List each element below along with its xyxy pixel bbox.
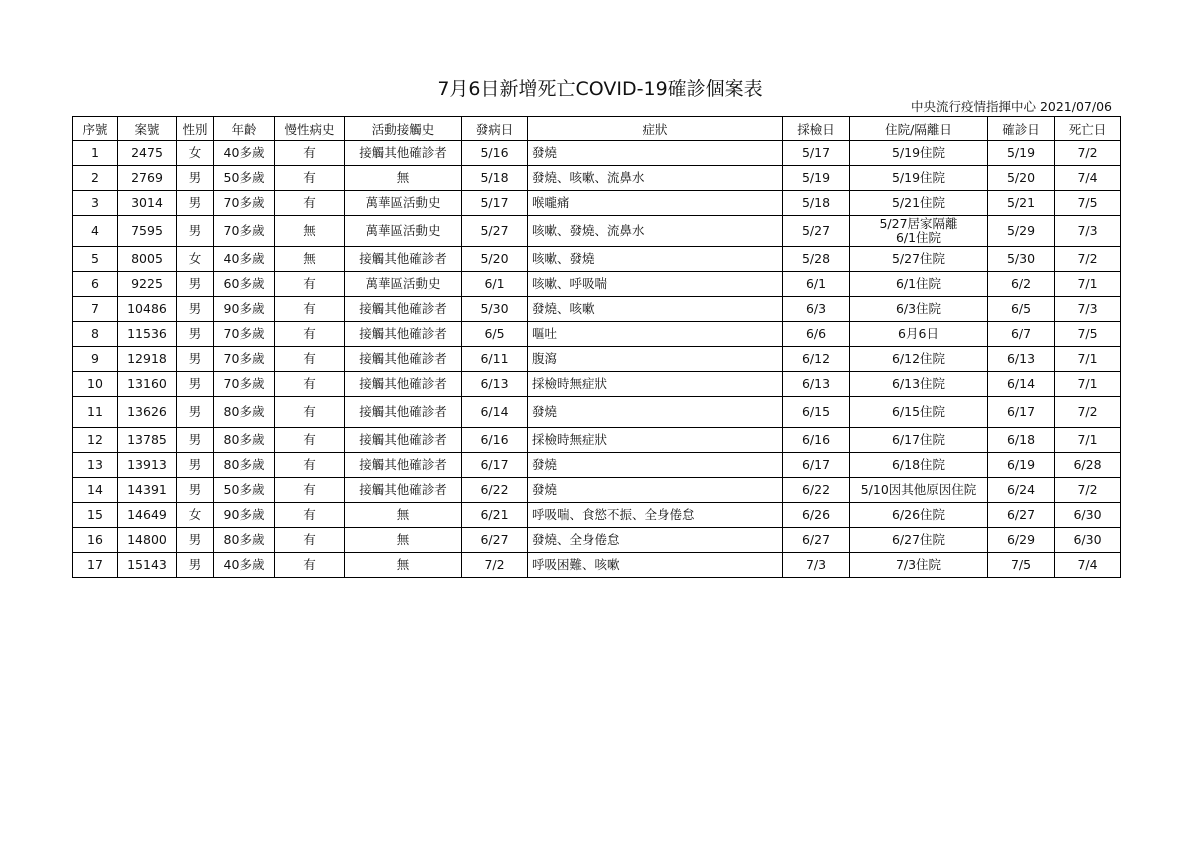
cell-hospital: 6/26住院 [850,503,988,528]
cell-confirmed: 7/5 [988,553,1055,578]
cell-confirmed: 6/17 [988,397,1055,428]
cell-sampling: 6/13 [783,372,850,397]
cell-symptoms: 咳嗽、發燒 [528,247,783,272]
cell-confirmed: 6/2 [988,272,1055,297]
cell-contact: 萬華區活動史 [345,272,462,297]
cell-age: 70多歲 [214,191,275,216]
cell-seq: 5 [73,247,118,272]
cell-symptoms: 發燒、咳嗽 [528,297,783,322]
cell-symptoms: 發燒 [528,478,783,503]
cell-hospital: 6/17住院 [850,428,988,453]
cell-sampling: 6/12 [783,347,850,372]
cell-sex: 男 [177,297,214,322]
cell-sex: 男 [177,528,214,553]
cell-contact: 接觸其他確診者 [345,297,462,322]
table-row [73,397,1121,428]
cell-sampling: 6/26 [783,503,850,528]
cell-death: 7/2 [1055,397,1121,428]
cell-symptoms: 喉嚨痛 [528,191,783,216]
cell-chronic: 有 [275,503,345,528]
cell-age: 50多歲 [214,166,275,191]
cell-contact: 無 [345,528,462,553]
cell-sex: 男 [177,216,214,247]
cell-death: 7/2 [1055,141,1121,166]
cell-chronic: 有 [275,553,345,578]
cell-case-no: 2769 [118,166,177,191]
cell-onset: 6/16 [462,428,528,453]
cell-confirmed: 5/30 [988,247,1055,272]
document-title: 7月6日新增死亡COVID-19確診個案表 [437,78,763,100]
cell-chronic: 有 [275,166,345,191]
cell-hospital: 5/19住院 [850,166,988,191]
cell-sex: 女 [177,141,214,166]
cell-hospital: 5/21住院 [850,191,988,216]
col-header-hospital: 住院/隔離日 [850,117,988,141]
table-row [73,322,1121,347]
cell-sex: 男 [177,191,214,216]
cell-sex: 男 [177,397,214,428]
cell-case-no: 14649 [118,503,177,528]
cell-death: 7/1 [1055,372,1121,397]
col-header-seq: 序號 [73,117,118,141]
cell-seq: 1 [73,141,118,166]
cell-case-no: 14391 [118,478,177,503]
table-row [73,372,1121,397]
cell-chronic: 有 [275,372,345,397]
cell-symptoms: 呼吸喘、食慾不振、全身倦怠 [528,503,783,528]
cell-confirmed: 5/29 [988,216,1055,247]
cell-case-no: 15143 [118,553,177,578]
table-row [73,297,1121,322]
cell-chronic: 有 [275,272,345,297]
cell-case-no: 12918 [118,347,177,372]
cell-hospital: 5/19住院 [850,141,988,166]
cell-seq: 4 [73,216,118,247]
cell-case-no: 8005 [118,247,177,272]
cell-seq: 6 [73,272,118,297]
cell-confirmed: 6/24 [988,478,1055,503]
col-header-chronic: 慢性病史 [275,117,345,141]
cell-onset: 6/13 [462,372,528,397]
cell-death: 7/3 [1055,297,1121,322]
cell-death: 7/5 [1055,322,1121,347]
cell-seq: 13 [73,453,118,478]
cell-sex: 女 [177,503,214,528]
cell-contact: 接觸其他確診者 [345,478,462,503]
cell-seq: 16 [73,528,118,553]
cell-sampling: 6/27 [783,528,850,553]
cell-hospital: 6/3住院 [850,297,988,322]
cell-contact: 無 [345,553,462,578]
cell-seq: 3 [73,191,118,216]
cell-hospital: 6/27住院 [850,528,988,553]
cell-onset: 6/17 [462,453,528,478]
cell-age: 70多歲 [214,347,275,372]
cell-onset: 5/20 [462,247,528,272]
cell-hospital: 5/10因其他原因住院 [850,478,988,503]
cell-death: 7/1 [1055,347,1121,372]
cell-hospital: 6月6日 [850,322,988,347]
cell-sex: 男 [177,428,214,453]
cell-chronic: 有 [275,528,345,553]
cell-symptoms: 咳嗽、發燒、流鼻水 [528,216,783,247]
cell-symptoms: 發燒、全身倦怠 [528,528,783,553]
cell-onset: 5/30 [462,297,528,322]
cell-case-no: 14800 [118,528,177,553]
cell-sampling: 6/6 [783,322,850,347]
cell-case-no: 13913 [118,453,177,478]
cell-symptoms: 發燒 [528,453,783,478]
cell-sex: 男 [177,453,214,478]
cell-death: 7/2 [1055,478,1121,503]
cell-onset: 6/27 [462,528,528,553]
cell-contact: 接觸其他確診者 [345,322,462,347]
cell-chronic: 有 [275,478,345,503]
cell-onset: 5/27 [462,216,528,247]
cell-hospital: 6/15住院 [850,397,988,428]
cell-seq: 14 [73,478,118,503]
cell-onset: 6/5 [462,322,528,347]
cell-confirmed: 6/29 [988,528,1055,553]
cell-symptoms: 發燒 [528,397,783,428]
cell-chronic: 有 [275,191,345,216]
cell-confirmed: 5/20 [988,166,1055,191]
cell-sex: 男 [177,372,214,397]
cell-sex: 男 [177,553,214,578]
cell-chronic: 有 [275,322,345,347]
cell-age: 70多歲 [214,322,275,347]
col-header-sampling: 採檢日 [783,117,850,141]
cell-case-no: 13785 [118,428,177,453]
cell-case-no: 2475 [118,141,177,166]
cell-chronic: 有 [275,428,345,453]
cell-seq: 12 [73,428,118,453]
cell-death: 7/5 [1055,191,1121,216]
source-and-date: 中央流行疫情指揮中心 2021/07/06 [910,99,1112,114]
cell-sampling: 6/3 [783,297,850,322]
cell-onset: 5/18 [462,166,528,191]
cell-case-no: 13626 [118,397,177,428]
table-row [73,503,1121,528]
cell-contact: 接觸其他確診者 [345,347,462,372]
cell-onset: 5/16 [462,141,528,166]
cell-contact: 接觸其他確診者 [345,397,462,428]
cell-contact: 接觸其他確診者 [345,453,462,478]
table-row [73,166,1121,191]
cell-death: 7/4 [1055,553,1121,578]
cell-sampling: 5/28 [783,247,850,272]
table-body [73,141,1121,578]
cell-death: 6/28 [1055,453,1121,478]
cell-seq: 7 [73,297,118,322]
cell-sampling: 6/16 [783,428,850,453]
cell-hospital: 6/12住院 [850,347,988,372]
cell-age: 40多歲 [214,553,275,578]
cell-symptoms: 發燒 [528,141,783,166]
cell-death: 7/2 [1055,247,1121,272]
cell-age: 70多歲 [214,216,275,247]
cell-age: 70多歲 [214,372,275,397]
cell-sampling: 5/17 [783,141,850,166]
cell-onset: 7/2 [462,553,528,578]
cell-onset: 6/21 [462,503,528,528]
cell-confirmed: 6/19 [988,453,1055,478]
cell-symptoms: 嘔吐 [528,322,783,347]
table-row [73,272,1121,297]
cell-sampling: 5/18 [783,191,850,216]
cell-chronic: 有 [275,297,345,322]
cell-confirmed: 6/14 [988,372,1055,397]
col-header-contact: 活動接觸史 [345,117,462,141]
cell-sampling: 6/22 [783,478,850,503]
cell-age: 40多歲 [214,141,275,166]
cell-death: 7/3 [1055,216,1121,247]
cell-sex: 男 [177,322,214,347]
cell-death: 7/1 [1055,272,1121,297]
cell-contact: 萬華區活動史 [345,216,462,247]
cell-chronic: 有 [275,141,345,166]
cell-seq: 15 [73,503,118,528]
cell-hospital: 5/27住院 [850,247,988,272]
cell-age: 40多歲 [214,247,275,272]
cell-case-no: 10486 [118,297,177,322]
cell-sampling: 6/1 [783,272,850,297]
cell-chronic: 有 [275,397,345,428]
table-row [73,453,1121,478]
cell-symptoms: 咳嗽、呼吸喘 [528,272,783,297]
col-header-symptoms: 症狀 [528,117,783,141]
table-row [73,428,1121,453]
cell-chronic: 有 [275,347,345,372]
cell-age: 80多歲 [214,453,275,478]
cell-sampling: 6/15 [783,397,850,428]
cell-confirmed: 5/21 [988,191,1055,216]
cell-seq: 10 [73,372,118,397]
cell-sampling: 5/27 [783,216,850,247]
col-header-confirmed: 確診日 [988,117,1055,141]
cell-case-no: 7595 [118,216,177,247]
cell-death: 7/1 [1055,428,1121,453]
cell-case-no: 3014 [118,191,177,216]
cell-confirmed: 5/19 [988,141,1055,166]
table-row [73,347,1121,372]
cell-sampling: 7/3 [783,553,850,578]
col-header-sex: 性別 [177,117,214,141]
cell-age: 50多歲 [214,478,275,503]
table-row [73,191,1121,216]
cell-contact: 接觸其他確診者 [345,428,462,453]
cell-onset: 6/14 [462,397,528,428]
table-row [73,528,1121,553]
cell-age: 80多歲 [214,528,275,553]
cell-hospital: 5/27居家隔離 6/1住院 [850,216,988,247]
cell-case-no: 11536 [118,322,177,347]
table-row [73,478,1121,503]
cell-contact: 接觸其他確診者 [345,372,462,397]
cell-death: 6/30 [1055,528,1121,553]
cell-case-no: 9225 [118,272,177,297]
cell-confirmed: 6/18 [988,428,1055,453]
cell-sampling: 6/17 [783,453,850,478]
cell-death: 6/30 [1055,503,1121,528]
cell-age: 90多歲 [214,503,275,528]
cell-symptoms: 採檢時無症狀 [528,372,783,397]
cell-confirmed: 6/13 [988,347,1055,372]
cell-seq: 11 [73,397,118,428]
cell-seq: 17 [73,553,118,578]
cell-confirmed: 6/27 [988,503,1055,528]
col-header-onset: 發病日 [462,117,528,141]
cell-hospital: 6/1住院 [850,272,988,297]
cell-sex: 女 [177,247,214,272]
col-header-age: 年齡 [214,117,275,141]
cell-contact: 無 [345,503,462,528]
cell-contact: 接觸其他確診者 [345,141,462,166]
col-header-death: 死亡日 [1055,117,1121,141]
cell-chronic: 無 [275,216,345,247]
cell-symptoms: 發燒、咳嗽、流鼻水 [528,166,783,191]
cell-symptoms: 採檢時無症狀 [528,428,783,453]
cell-sampling: 5/19 [783,166,850,191]
cell-hospital: 6/18住院 [850,453,988,478]
cell-death: 7/4 [1055,166,1121,191]
cell-onset: 6/22 [462,478,528,503]
table-row [73,216,1121,247]
cell-sex: 男 [177,478,214,503]
cell-contact: 接觸其他確診者 [345,247,462,272]
cell-chronic: 無 [275,247,345,272]
cell-symptoms: 腹瀉 [528,347,783,372]
cell-onset: 6/11 [462,347,528,372]
col-header-case-no: 案號 [118,117,177,141]
cell-seq: 2 [73,166,118,191]
cell-age: 80多歲 [214,428,275,453]
cell-seq: 8 [73,322,118,347]
cell-age: 90多歲 [214,297,275,322]
cell-hospital: 7/3住院 [850,553,988,578]
cell-onset: 6/1 [462,272,528,297]
cell-symptoms: 呼吸困難、咳嗽 [528,553,783,578]
cell-onset: 5/17 [462,191,528,216]
cell-seq: 9 [73,347,118,372]
cell-chronic: 有 [275,453,345,478]
cell-contact: 無 [345,166,462,191]
cell-sex: 男 [177,166,214,191]
cell-age: 80多歲 [214,397,275,428]
cell-sex: 男 [177,347,214,372]
table-header-row [73,117,1121,141]
cell-contact: 萬華區活動史 [345,191,462,216]
table-row [73,247,1121,272]
cell-age: 60多歲 [214,272,275,297]
table-row [73,553,1121,578]
cell-confirmed: 6/7 [988,322,1055,347]
cell-case-no: 13160 [118,372,177,397]
table-row [73,141,1121,166]
death-cases-table [72,116,1121,578]
cell-sex: 男 [177,272,214,297]
cell-confirmed: 6/5 [988,297,1055,322]
cell-hospital: 6/13住院 [850,372,988,397]
